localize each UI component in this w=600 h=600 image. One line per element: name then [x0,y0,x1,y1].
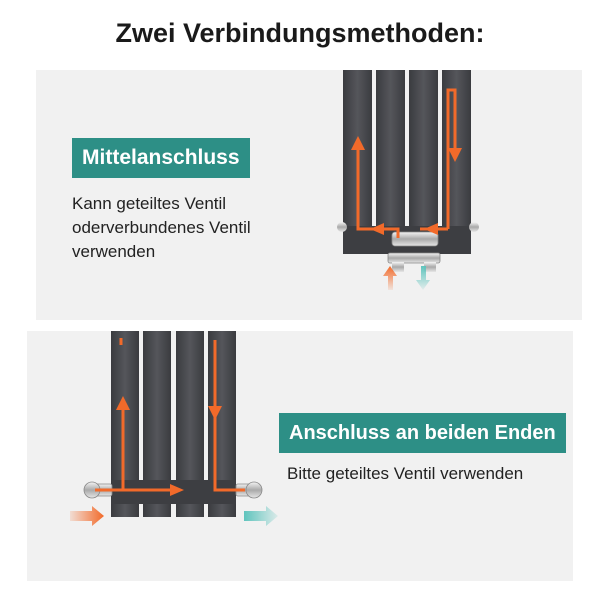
description-line: oderverbundenes Ventil [72,218,251,237]
page-title: Zwei Verbindungsmethoden: [115,18,485,48]
method-description-middle [72,192,312,264]
description-line: Bitte geteiltes Ventil verwenden [287,464,524,483]
description-line: Kann geteiltes Ventil [72,194,227,213]
flow-arrow-icon [358,90,455,238]
description-line: verwenden [72,242,156,261]
method-badge-middle: Mittelanschluss [72,138,250,178]
method-description-both-ends [287,462,577,486]
method-badge-both-ends: Anschluss an beiden Enden [279,413,566,453]
